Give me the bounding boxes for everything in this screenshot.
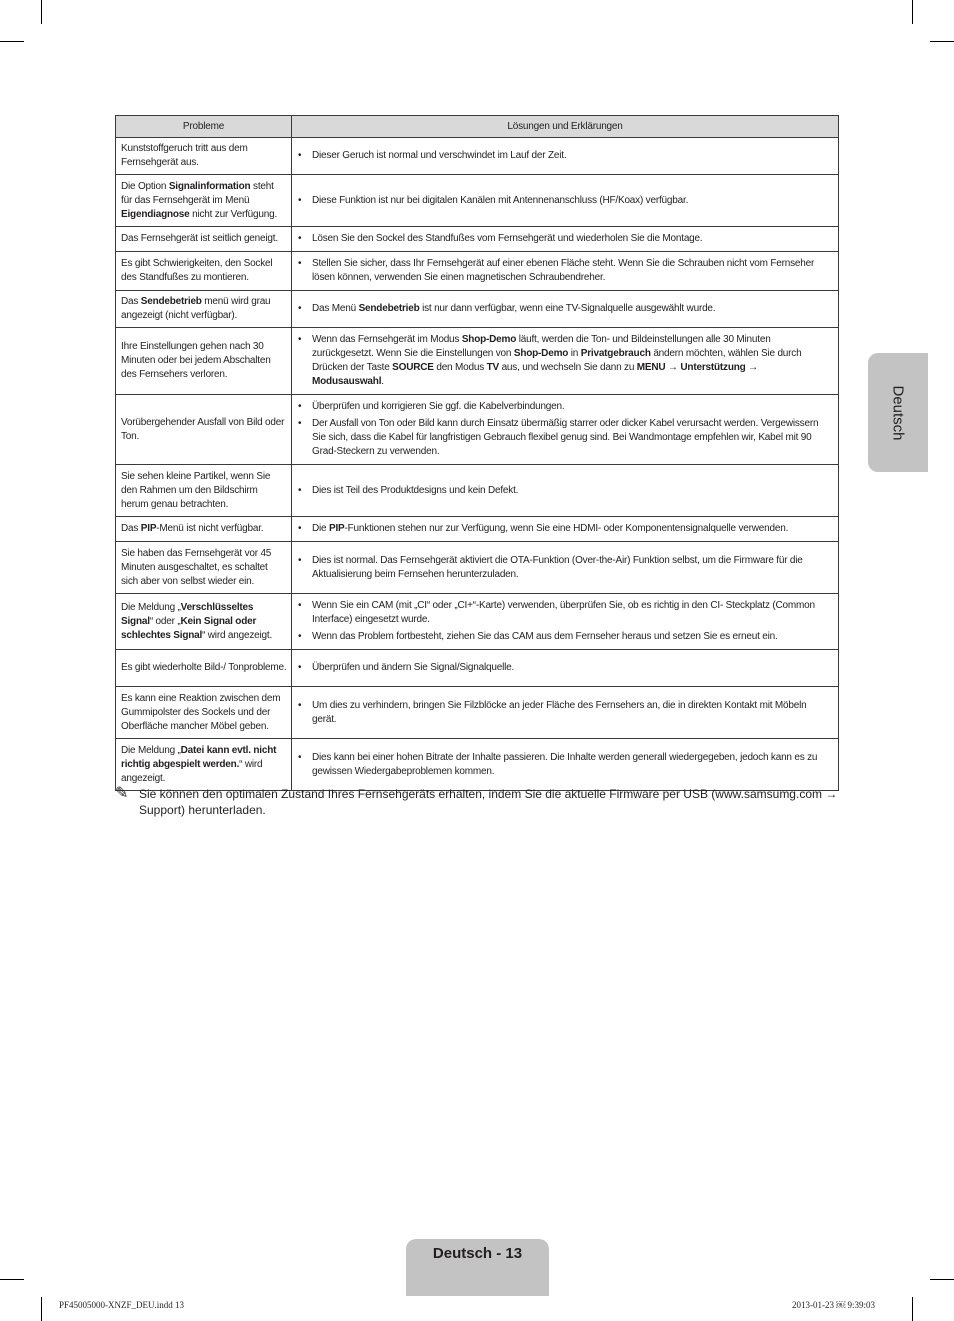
- solution-item: [298, 554, 832, 582]
- solution-item: [298, 149, 832, 163]
- solution-list: [298, 232, 832, 246]
- bold-term: SOURCE: [392, 362, 434, 373]
- solution-item: [298, 661, 832, 675]
- text-run: Sie haben das Fernsehgerät vor 45 Minuten ausgeschaltet, es schaltet sich aber von selbst wieder ein.: [121, 547, 272, 587]
- header-problems: Probleme: [116, 116, 292, 138]
- pencil-note-icon: ✎: [115, 785, 129, 802]
- text-run: Überprüfen und ändern Sie Signal/Signalquelle.: [312, 662, 515, 673]
- text-run: steht für das Fernsehgerät im Menü: [121, 180, 274, 206]
- bold-term: Verschlüsseltes Signal: [121, 601, 254, 627]
- page-label: Deutsch - 13: [432, 1245, 523, 1262]
- solution-item: [298, 333, 832, 389]
- footer-file-info: PF45005000-XNZF_DEU.indd 13: [59, 1300, 185, 1310]
- solution-list: [298, 194, 832, 208]
- text-run: ändern möchten, wählen Sie durch Drücken der Taste: [312, 348, 802, 373]
- problem-cell: [116, 687, 292, 739]
- bullet-icon: •: [298, 554, 302, 566]
- solution-list: [298, 484, 832, 498]
- problem-cell: [116, 594, 292, 650]
- text-run: Es gibt Schwierigkeiten, den Sockel des Standfußes zu montieren.: [121, 258, 273, 283]
- text-run: Lösen Sie den Sockel des Standfußes vom Fernsehgerät und wiederholen Sie die Montage.: [312, 233, 703, 244]
- solution-item: [298, 751, 832, 779]
- solution-list: [298, 554, 832, 582]
- problem-cell: [116, 650, 292, 687]
- crop-mark: [912, 0, 913, 24]
- solution-cell: [292, 517, 839, 542]
- text-run: Diese Funktion ist nur bei digitalen Kanälen mit Antennenanschluss (HF/Koax) verfügbar.: [312, 194, 689, 206]
- solution-cell: [292, 739, 839, 791]
- problem-cell: [116, 328, 292, 395]
- solution-list: [298, 522, 832, 536]
- solution-list: [298, 661, 832, 675]
- bold-term: Privatgebrauch: [580, 348, 651, 359]
- text-run: Die Meldung „: [121, 601, 181, 613]
- solution-cell: [292, 687, 839, 739]
- solution-item: [298, 400, 832, 414]
- text-run: Das Menü: [312, 303, 359, 314]
- crop-mark: [0, 1279, 24, 1280]
- text-run: “ wird angezeigt.: [121, 758, 263, 784]
- crop-mark: [41, 0, 42, 24]
- solution-item: [298, 522, 832, 536]
- table-row: [116, 687, 839, 739]
- problem-cell: [116, 227, 292, 252]
- text-run: ist nur dann verfügbar, wenn eine TV-Signalquelle ausgewählt wurde.: [419, 303, 716, 314]
- bullet-icon: •: [298, 401, 302, 412]
- bold-term: Shop-Demo: [513, 348, 569, 359]
- solution-list: [298, 302, 832, 316]
- table-row: [116, 175, 839, 227]
- solution-list: [298, 333, 832, 389]
- problem-cell: [116, 138, 292, 175]
- bold-term: Eigendiagnose: [121, 208, 190, 220]
- bullet-icon: •: [298, 258, 302, 269]
- problem-cell: [116, 175, 292, 227]
- bold-term: Sendebetrieb: [140, 296, 202, 307]
- text-run: in: [568, 348, 581, 359]
- crop-mark: [0, 41, 24, 42]
- table-header-row: [116, 116, 839, 138]
- table-row: [116, 465, 839, 517]
- crop-mark: [41, 1297, 42, 1321]
- table-row: [116, 328, 839, 395]
- solution-item: [298, 599, 832, 627]
- solution-list: [298, 599, 832, 644]
- bullet-icon: •: [298, 303, 302, 314]
- bold-term: TV: [486, 362, 499, 373]
- page-number-tab: [406, 1239, 549, 1296]
- solution-cell: [292, 594, 839, 650]
- text-run: den Modus: [433, 362, 487, 373]
- solution-item: [298, 630, 832, 644]
- text-run: Die Meldung „: [121, 744, 181, 756]
- text-run: Dieser Geruch ist normal und verschwindet im Lauf der Zeit.: [312, 150, 567, 161]
- problem-cell: [116, 465, 292, 517]
- text-run: Es kann eine Reaktion zwischen dem Gummipolster des Sockels und der Oberfläche mancher Möbel geben.: [121, 692, 281, 732]
- solution-cell: [292, 328, 839, 395]
- text-run: Wenn das Problem fortbesteht, ziehen Sie das CAM aus dem Fernseher heraus und setzen Sie es erneut ein.: [312, 631, 778, 642]
- table-row: [116, 227, 839, 252]
- text-run: -Menü ist nicht verfügbar.: [156, 523, 264, 534]
- bullet-icon: •: [298, 194, 302, 206]
- table-row: [116, 739, 839, 791]
- text-run: Um dies zu verhindern, bringen Sie Filzblöcke an jeder Fläche des Fernsehers an, die in direkten Kontakt mit Möbeln gerät.: [312, 699, 807, 725]
- text-run: →: [665, 362, 681, 373]
- text-run: →: [745, 362, 758, 373]
- solution-item: [298, 232, 832, 246]
- bullet-icon: •: [298, 600, 302, 611]
- solution-item: [298, 699, 832, 727]
- bold-term: Kein Signal oder schlechtes Signal: [121, 615, 257, 641]
- solution-list: [298, 751, 832, 779]
- table-body: [116, 138, 839, 791]
- table-row: [116, 517, 839, 542]
- note-text: Sie können den optimalen Zustand Ihres Fernsehgeräts erhalten, indem Sie die aktuelle Firmware per USB (www.samsumg.com → Support) herunterladen.: [139, 787, 838, 817]
- text-run: Dies ist Teil des Produktdesigns und kein Defekt.: [312, 484, 519, 496]
- problem-cell: [116, 291, 292, 328]
- text-run: .: [381, 376, 384, 387]
- text-run: Die: [312, 523, 329, 534]
- bullet-icon: •: [298, 150, 302, 161]
- text-run: Sie sehen kleine Partikel, wenn Sie den Rahmen um den Bildschirm herum genau betrachten.: [121, 470, 271, 510]
- bullet-icon: •: [298, 662, 302, 673]
- solution-list: [298, 149, 832, 163]
- text-run: Ihre Einstellungen gehen nach 30 Minuten oder bei jedem Abschalten des Fernsehers verloren.: [121, 341, 271, 380]
- bullet-icon: •: [298, 418, 302, 429]
- problem-cell: [116, 252, 292, 291]
- solution-item: [298, 194, 832, 208]
- table-row: [116, 542, 839, 594]
- solution-cell: [292, 252, 839, 291]
- solution-cell: [292, 291, 839, 328]
- solution-item: [298, 484, 832, 498]
- bold-term: Unterstützung: [680, 362, 746, 373]
- text-run: Das Fernsehgerät ist seitlich geneigt.: [121, 233, 278, 244]
- bold-term: PIP: [140, 523, 157, 534]
- text-run: Kunststoffgeruch tritt aus dem Fernsehgerät aus.: [121, 143, 248, 168]
- text-run: Es gibt wiederholte Bild-/ Tonprobleme.: [121, 662, 287, 673]
- crop-mark: [930, 1279, 954, 1280]
- bullet-icon: •: [298, 523, 302, 534]
- text-run: Überprüfen und korrigieren Sie ggf. die Kabelverbindungen.: [312, 401, 565, 412]
- bold-term: MENU: [636, 362, 666, 373]
- text-run: läuft, werden die Ton- und Bildeinstellungen alle 30 Minuten zurückgesetzt. Wenn Sie die Einstellungen von: [312, 334, 771, 359]
- table-row: [116, 252, 839, 291]
- bullet-icon: •: [298, 699, 302, 711]
- bullet-icon: •: [298, 484, 302, 496]
- problem-cell: [116, 517, 292, 542]
- text-run: Das: [121, 296, 141, 307]
- solution-cell: [292, 542, 839, 594]
- text-run: nicht zur Verfügung.: [189, 208, 278, 220]
- crop-mark: [912, 1297, 913, 1321]
- text-run: -Funktionen stehen nur zur Verfügung, wenn Sie eine HDMI- oder Komponentensignalquelle verwenden.: [344, 523, 789, 534]
- table-row: [116, 138, 839, 175]
- table-row: [116, 395, 839, 465]
- text-run: Stellen Sie sicher, dass Ihr Fernsehgerät auf einer ebenen Fläche steht. Wenn Sie die Schrauben nicht vom Fernseher lösen können, verwenden Sie einen magnetischen Schraubendreher.: [312, 258, 815, 283]
- bullet-icon: •: [298, 233, 302, 244]
- solution-list: [298, 699, 832, 727]
- bullet-icon: •: [298, 334, 302, 345]
- bullet-icon: •: [298, 751, 302, 763]
- bold-term: PIP: [328, 523, 345, 534]
- firmware-note: [115, 787, 845, 818]
- table-row: [116, 291, 839, 328]
- table-row: [116, 650, 839, 687]
- solution-cell: [292, 395, 839, 465]
- solution-item: [298, 257, 832, 285]
- bold-term: Modusauswahl: [312, 376, 382, 387]
- language-side-tab: [868, 353, 928, 472]
- header-solutions: Lösungen und Erklärungen: [292, 116, 839, 138]
- text-run: Der Ausfall von Ton oder Bild kann durch Einsatz übermäßig starrer oder dicker Kabel verursacht werden. Vergewissern Sie sich, dass die Kabel für langfristigen Gebrauch flexibel genug sind. Bei Wandmontage empfehlen wir, Kabel mit 90 Grad-Steckern zu verwenden.: [312, 418, 819, 457]
- problem-cell: [116, 395, 292, 465]
- troubleshooting-table: [115, 115, 839, 791]
- problem-cell: [116, 542, 292, 594]
- text-run: menü wird grau angezeigt (nicht verfügbar).: [121, 296, 271, 321]
- table-row: [116, 594, 839, 650]
- solution-list: [298, 257, 832, 285]
- bold-term: Datei kann evtl. nicht richtig abgespielt werden.: [121, 744, 277, 770]
- solution-item: [298, 417, 832, 459]
- solution-cell: [292, 138, 839, 175]
- solution-cell: [292, 175, 839, 227]
- problem-cell: [116, 739, 292, 791]
- solution-list: [298, 400, 832, 459]
- solution-cell: [292, 650, 839, 687]
- text-run: aus, und wechseln Sie dann zu: [498, 362, 637, 373]
- text-run: Vorübergehender Ausfall von Bild oder Ton.: [121, 416, 285, 442]
- text-run: Dies kann bei einer hohen Bitrate der Inhalte passieren. Die Inhalte werden generall wiedergegeben, jedoch kann es zu gewissen Wiedergabeproblemen kommen.: [312, 751, 818, 777]
- footer-timestamp: 2013-01-23 ￼ 9:39:03: [792, 1300, 875, 1310]
- bullet-icon: •: [298, 631, 302, 642]
- text-run: Wenn das Fernsehgerät im Modus: [312, 334, 462, 345]
- bold-term: Sendebetrieb: [358, 303, 420, 314]
- text-run: “ oder „: [149, 615, 181, 627]
- text-run: “ wird angezeigt.: [202, 629, 273, 641]
- solution-item: [298, 302, 832, 316]
- text-run: Dies ist normal. Das Fernsehgerät aktiviert die OTA-Funktion (Over-the-Air) Funktion selbst, um die Firmware für die Aktualisierung beim Fernsehen herunterzuladen.: [312, 554, 803, 580]
- bold-term: Shop-Demo: [461, 334, 517, 345]
- text-run: Das: [121, 523, 141, 534]
- solution-cell: [292, 465, 839, 517]
- crop-mark: [930, 41, 954, 42]
- text-run: Die Option: [121, 180, 169, 192]
- text-run: Wenn Sie ein CAM (mit „CI“ oder „CI+“-Karte) verwenden, überprüfen Sie, ob es richtig in den CI- Steckplatz (Common Interface) eingesetzt wurde.: [312, 600, 815, 625]
- bold-term: Signalinformation: [168, 180, 251, 192]
- side-tab-label: Deutsch: [889, 384, 907, 441]
- solution-cell: [292, 227, 839, 252]
